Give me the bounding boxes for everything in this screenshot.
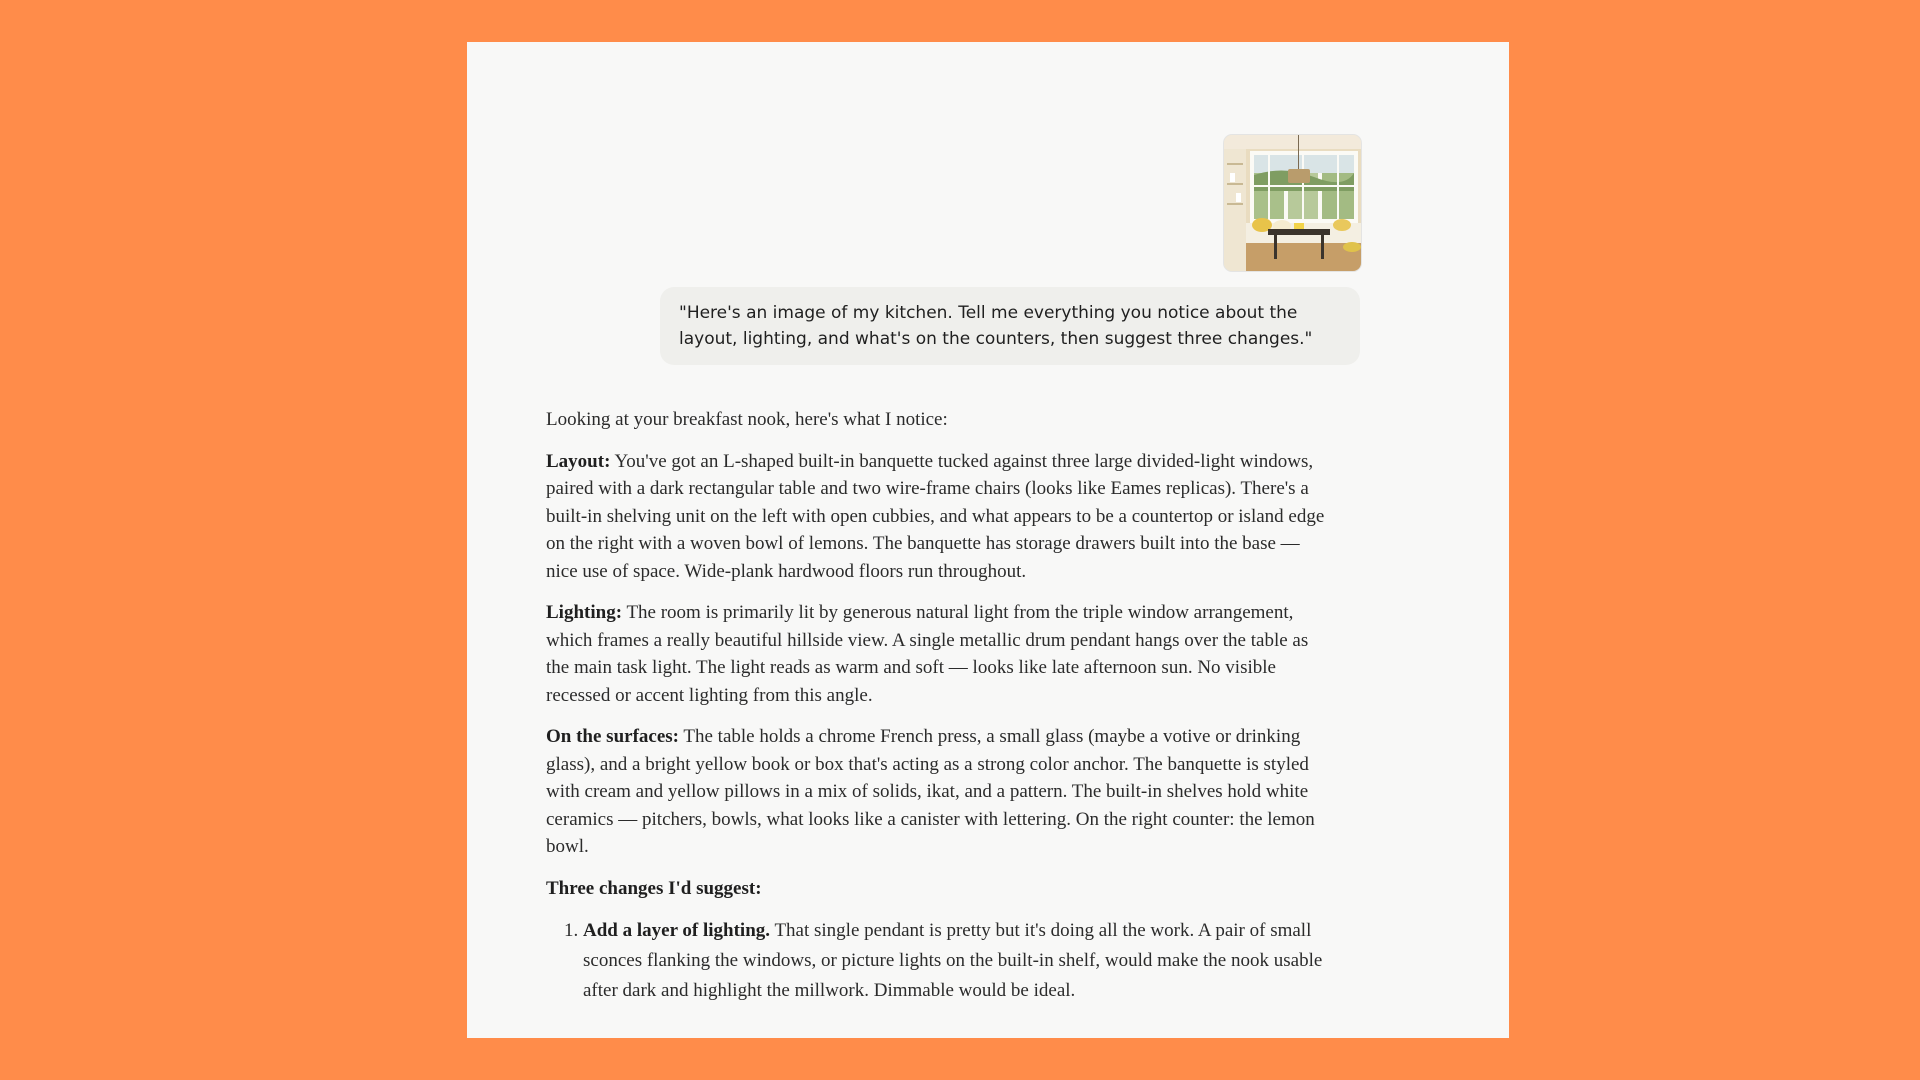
surfaces-text: The table holds a chrome French press, a small glass (maybe a votive or drinking glass), and a bright yellow book or box that's acting as a strong color anchor. The banquette is styled with cream and yellow pillows in a mix of solids, ikat, and a pattern. The built-in shelves hold white ceramics — pitchers, bowls, what looks like a canister with lettering. On the right counter: the lemon bowl. xyxy=(546,726,1315,857)
lighting-label: Lighting: xyxy=(546,602,623,623)
layout-label: Layout: xyxy=(546,450,611,472)
change-text: That single pendant is pretty but it's doing all the work. A pair of small sconces flanking the windows, or picture lights on the built-in shelf, would make the nook usable after dark and highlight the millwork. Dimmable would be ideal. xyxy=(583,920,1323,1001)
changes-list xyxy=(546,916,1336,1006)
reply-intro: Looking at your breakfast nook, here's what I notice: xyxy=(546,409,948,430)
reply-lighting-paragraph xyxy=(546,599,1336,709)
user-message-text: "Here's an image of my kitchen. Tell me everything you notice about the layout, lighting, and what's on the counters, then suggest three changes." xyxy=(679,303,1313,349)
chat-panel xyxy=(467,42,1509,1038)
kitchen-photo-icon xyxy=(1224,135,1361,271)
change-title: Add a layer of lighting. xyxy=(583,920,771,941)
lighting-text: The room is primarily lit by generous natural light from the triple window arrangement, which frames a really beautiful hillside view. A single metallic drum pendant hangs over the table as the main task light. The light reads as warm and soft — looks like late afternoon sun. No visible recessed or accent lighting from this angle. xyxy=(546,602,1309,706)
assistant-reply xyxy=(546,406,1336,1006)
attached-image-thumbnail[interactable] xyxy=(1224,135,1361,271)
surfaces-label: On the surfaces: xyxy=(546,726,679,747)
changes-heading xyxy=(546,875,1336,903)
user-message-bubble xyxy=(660,287,1360,365)
reply-surfaces-paragraph xyxy=(546,723,1336,861)
changes-heading-text: Three changes I'd suggest: xyxy=(546,877,762,899)
list-item xyxy=(583,916,1336,1006)
layout-text: You've got an L-shaped built-in banquette tucked against three large divided-light windows, paired with a dark rectangular table and two wire-frame chairs (looks like Eames replicas). There's a built-in shelving unit on the left with open cubbies, and what appears to be a countertop or island edge on the right with a woven bowl of lemons. The banquette has storage drawers built into the base — nice use of space. Wide-plank hardwood floors run throughout. xyxy=(546,450,1325,582)
reply-layout-paragraph xyxy=(546,448,1336,586)
